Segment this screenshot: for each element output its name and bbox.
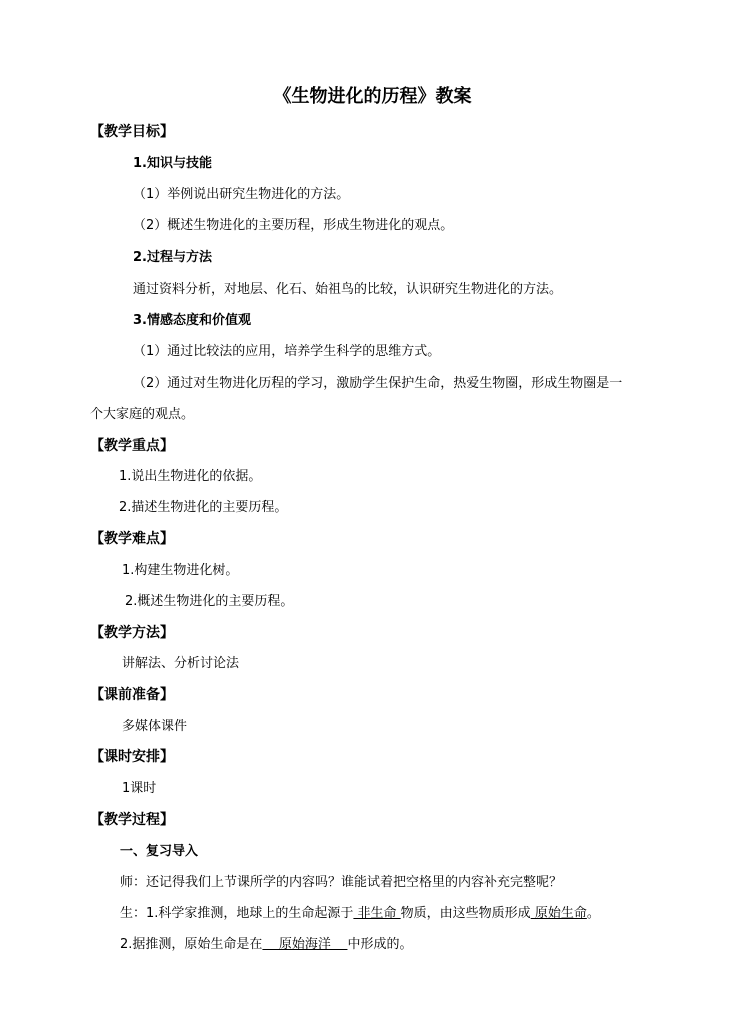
- preparation-item-1: 多媒体课件: [122, 719, 188, 734]
- process-heading: 【教学过程】: [90, 812, 174, 828]
- blank-answer-3: 原始海洋: [262, 937, 348, 952]
- process-line-2: [120, 937, 412, 953]
- objectives-section-2-item-1: 通过资料分析，对地层、化石、始祖鸟的比较，认识研究生物进化的方法。: [133, 282, 563, 297]
- methods-heading: 【教学方法】: [90, 625, 174, 641]
- schedule-item-1: 1课时: [122, 781, 157, 796]
- objectives-heading: 【教学目标】: [90, 124, 174, 140]
- key-points-item-2: 2.描述生物进化的主要历程。: [119, 500, 288, 515]
- process-part-1-title: 一、复习导入: [120, 844, 199, 859]
- methods-item-1: 讲解法、分析讨论法: [122, 656, 240, 671]
- process-teacher-line: 师：还记得我们上节课所学的内容吗？谁能试着把空格里的内容补充完整呢？: [120, 875, 563, 890]
- line-2-text-2: 中形成的。: [347, 937, 413, 952]
- document-title: 《生物进化的历程》教案: [273, 86, 472, 107]
- preparation-heading: 【课前准备】: [90, 687, 174, 703]
- key-points-item-1: 1.说出生物进化的依据。: [119, 469, 262, 484]
- objectives-section-3-title: 3.情感态度和价值观: [133, 313, 251, 328]
- student-text-3: 。: [586, 906, 600, 921]
- blank-answer-2: 原始生命: [530, 906, 587, 921]
- key-points-heading: 【教学重点】: [90, 438, 174, 454]
- schedule-heading: 【课时安排】: [90, 749, 174, 765]
- process-student-line: [120, 906, 600, 922]
- objectives-section-3-item-1: （1）通过比较法的应用，培养学生科学的思维方式。: [133, 344, 441, 359]
- student-text-1: 生：1.科学家推测，地球上的生命起源于: [120, 906, 354, 921]
- objectives-section-2-title: 2.过程与方法: [133, 250, 212, 265]
- objectives-section-1-item-2: （2）概述生物进化的主要历程，形成生物进化的观点。: [133, 218, 454, 233]
- student-text-2: 物质，由这些物质形成: [400, 906, 531, 921]
- objectives-section-1-item-1: （1）举例说出研究生物进化的方法。: [133, 187, 350, 202]
- difficulties-heading: 【教学难点】: [90, 531, 174, 547]
- line-2-text-1: 2.据推测，原始生命是在: [120, 937, 263, 952]
- objectives-section-3-item-2-line-2: 个大家庭的观点。: [90, 407, 195, 422]
- objectives-section-1-title: 1.知识与技能: [133, 156, 212, 171]
- difficulties-item-2: 2.概述生物进化的主要历程。: [125, 594, 294, 609]
- objectives-section-3-item-2-line-1: （2）通过对生物进化历程的学习，激励学生保护生命，热爱生物圈，形成生物圈是一: [133, 376, 623, 391]
- blank-answer-1: 非生命: [353, 906, 401, 921]
- difficulties-item-1: 1.构建生物进化树。: [122, 563, 239, 578]
